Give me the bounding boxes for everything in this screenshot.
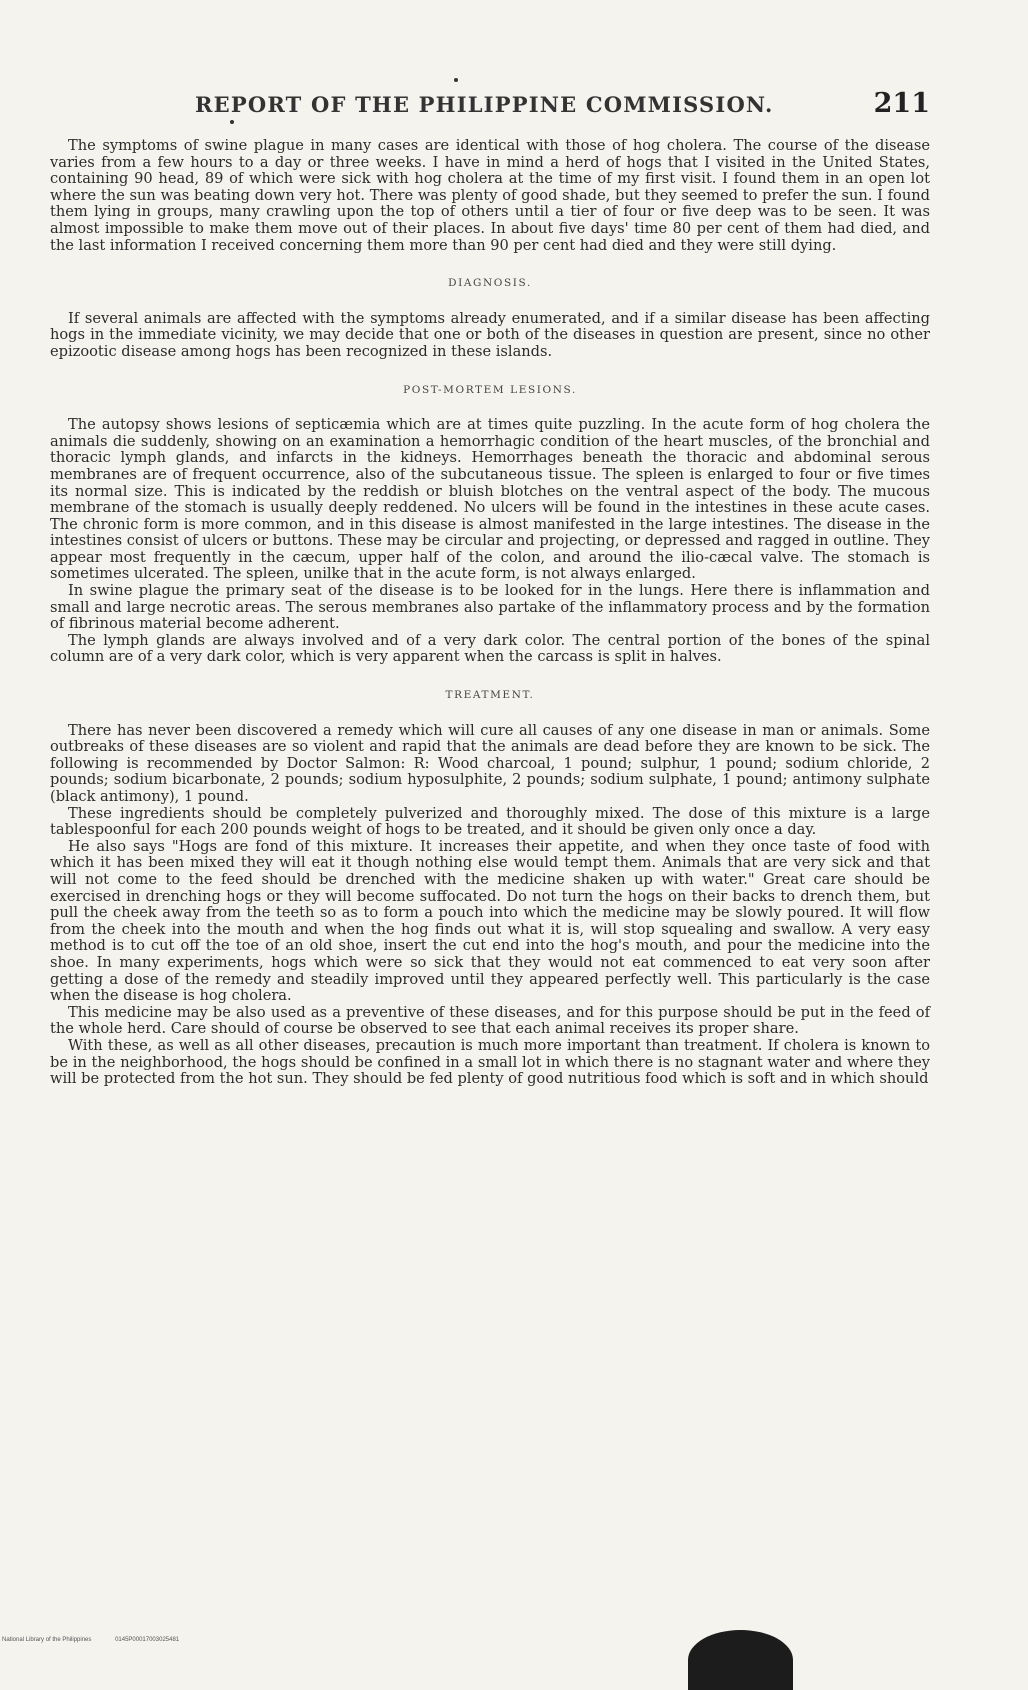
paragraph: There has never been discovered a remedy which will cure all causes of any one disease in man or animals. Some outbreaks of these diseases are so violent and rapid that the animals are dead before they are known to be sick. The following is recommended by Doctor Salmon: R: Wood charcoal, 1 pound; sulphur, 1 pound; sodium chloride, 2 pounds; sodium bicarbonate, 2 pounds; sodium hyposulphite, 2 pounds; sodium sulphate, 1 pound; antimony sulphate (black antimony), 1 pound.: [50, 721, 930, 805]
paragraph: These ingredients should be completely pulverized and thoroughly mixed. The dose of this mixture is a large tablespoonful for each 200 pounds weight of hogs to be treated, and it should be given only once a day.: [50, 804, 930, 839]
paragraph: The lymph glands are always involved and of a very dark color. The central portion of the bones of the spinal column are of a very dark color, which is very apparent when the carcass is split in halves.: [50, 631, 930, 666]
section-heading-treatment: TREATMENT.: [445, 689, 535, 702]
running-header: [50, 88, 930, 126]
paragraph: This medicine may be also used as a preventive of these diseases, and for this purpose should be put in the feed of the whole herd. Care should of course be observed to see that each animal receives its proper share.: [50, 1003, 930, 1038]
body-text: [50, 138, 930, 1088]
ink-dot: [454, 78, 458, 82]
paragraph: He also says "Hogs are fond of this mixture. It increases their appetite, and when they once taste of food with which it has been mixed they will eat it though nothing else would tempt them. Animals that are very sick and that will not come to the feed should be drenched with the medicine shaken up with water." Great care should be exercised in drenching hogs or they will become suffocated. Do not turn the hogs on their backs to drench them, but pull the cheek away from the teeth so as to form a pouch into which the medicine may be slowly poured. It will flow from the cheek into the mouth and when the hog finds out what it is, will stop squealing and swallow. A very easy method is to cut off the toe of an old shoe, insert the cut end into the hog's mouth, and pour the medicine into the shoe. In many experiments, hogs which were so sick that they would not eat commenced to eat very soon after getting a dose of the remedy and steadily improved until they appeared perfectly well. This particularly is the case when the disease is hog cholera.: [50, 837, 930, 1005]
paragraph: The autopsy shows lesions of septicæmia which are at times quite puzzling. In the acute form of hog cholera the animals die suddenly, showing on an examination a hemorrhagic condition of the heart muscles, of the bronchial and thoracic lymph glands, and infarcts in the kidneys. Hemorrhages beneath the thoracic and abdominal serous membranes are of frequent occurrence, also of the subcutaneous tissue. The spleen is enlarged to four or five times its normal size. This is indicated by the reddish or bluish blotches on the ventral aspect of the body. The mucous membrane of the stomach is usually deeply reddened. No ulcers will be found in the intestines in these acute cases. The chronic form is more common, and in this disease is almost manifested in the large intestines. The disease in the intestines consist of ulcers or buttons. These may be circular and projecting, or depressed and ragged in outline. They appear most frequently in the cæcum, upper half of the colon, and around the ilio-cæcal valve. The stomach is sometimes ulcerated. The spleen, unilke that in the acute form, is not always enlarged.: [50, 416, 930, 583]
paragraph: If several animals are affected with the symptoms already enumerated, and if a similar disease has been affecting hogs in the immediate vicinity, we may decide that one or both of the diseases in question are present, since no other epizootic disease among hogs has been recognized in these islands.: [50, 309, 930, 360]
paragraph: With these, as well as all other diseases, precaution is much more important than treatment. If cholera is known to be in the neighborhood, the hogs should be confined in a small lot in which there is no stagnant water and where they will be protected from the hot sun. They should be fed plenty of good nutritious food which is soft and in which should: [50, 1036, 930, 1088]
page-number: 211: [873, 88, 930, 119]
paragraph: In swine plague the primary seat of the disease is to be looked for in the lungs. Here there is inflammation and small and large necrotic areas. The serous membranes also partake of the inflammatory process and by the formation of fibrinous material become adherent.: [50, 582, 930, 633]
scan-identifier: 0145P00017003025481: [115, 1637, 180, 1643]
paragraph: The symptoms of swine plague in many cases are identical with those of hog cholera. The course of the disease varies from a few hours to a day or three weeks. I have in mind a herd of hogs that I visited in the United States, containing 90 head, 89 of which were sick with hog cholera at the time of my first visit. I found them in an open lot where the sun was beating down very hot. There was plenty of good shade, but they seemed to prefer the sun. I found them lying in groups, many crawling upon the top of others until a tier of four or five deep was to be seen. It was almost impossible to make them move out of their places. In about five days' time 80 per cent of them had died, and the last information I received concerning them more than 90 per cent had died and they were still dying.: [50, 137, 930, 254]
scan-shadow: [688, 1630, 793, 1690]
library-credit: National Library of the Philippines: [2, 1637, 92, 1643]
ink-dot: [230, 120, 234, 124]
header-title: REPORT OF THE PHILIPPINE COMMISSION.: [195, 92, 774, 117]
section-heading-diagnosis: DIAGNOSIS.: [448, 277, 532, 290]
section-heading-post-mortem-lesions: POST-MORTEM LESIONS.: [403, 383, 577, 396]
scan-footer: [2, 1637, 201, 1643]
